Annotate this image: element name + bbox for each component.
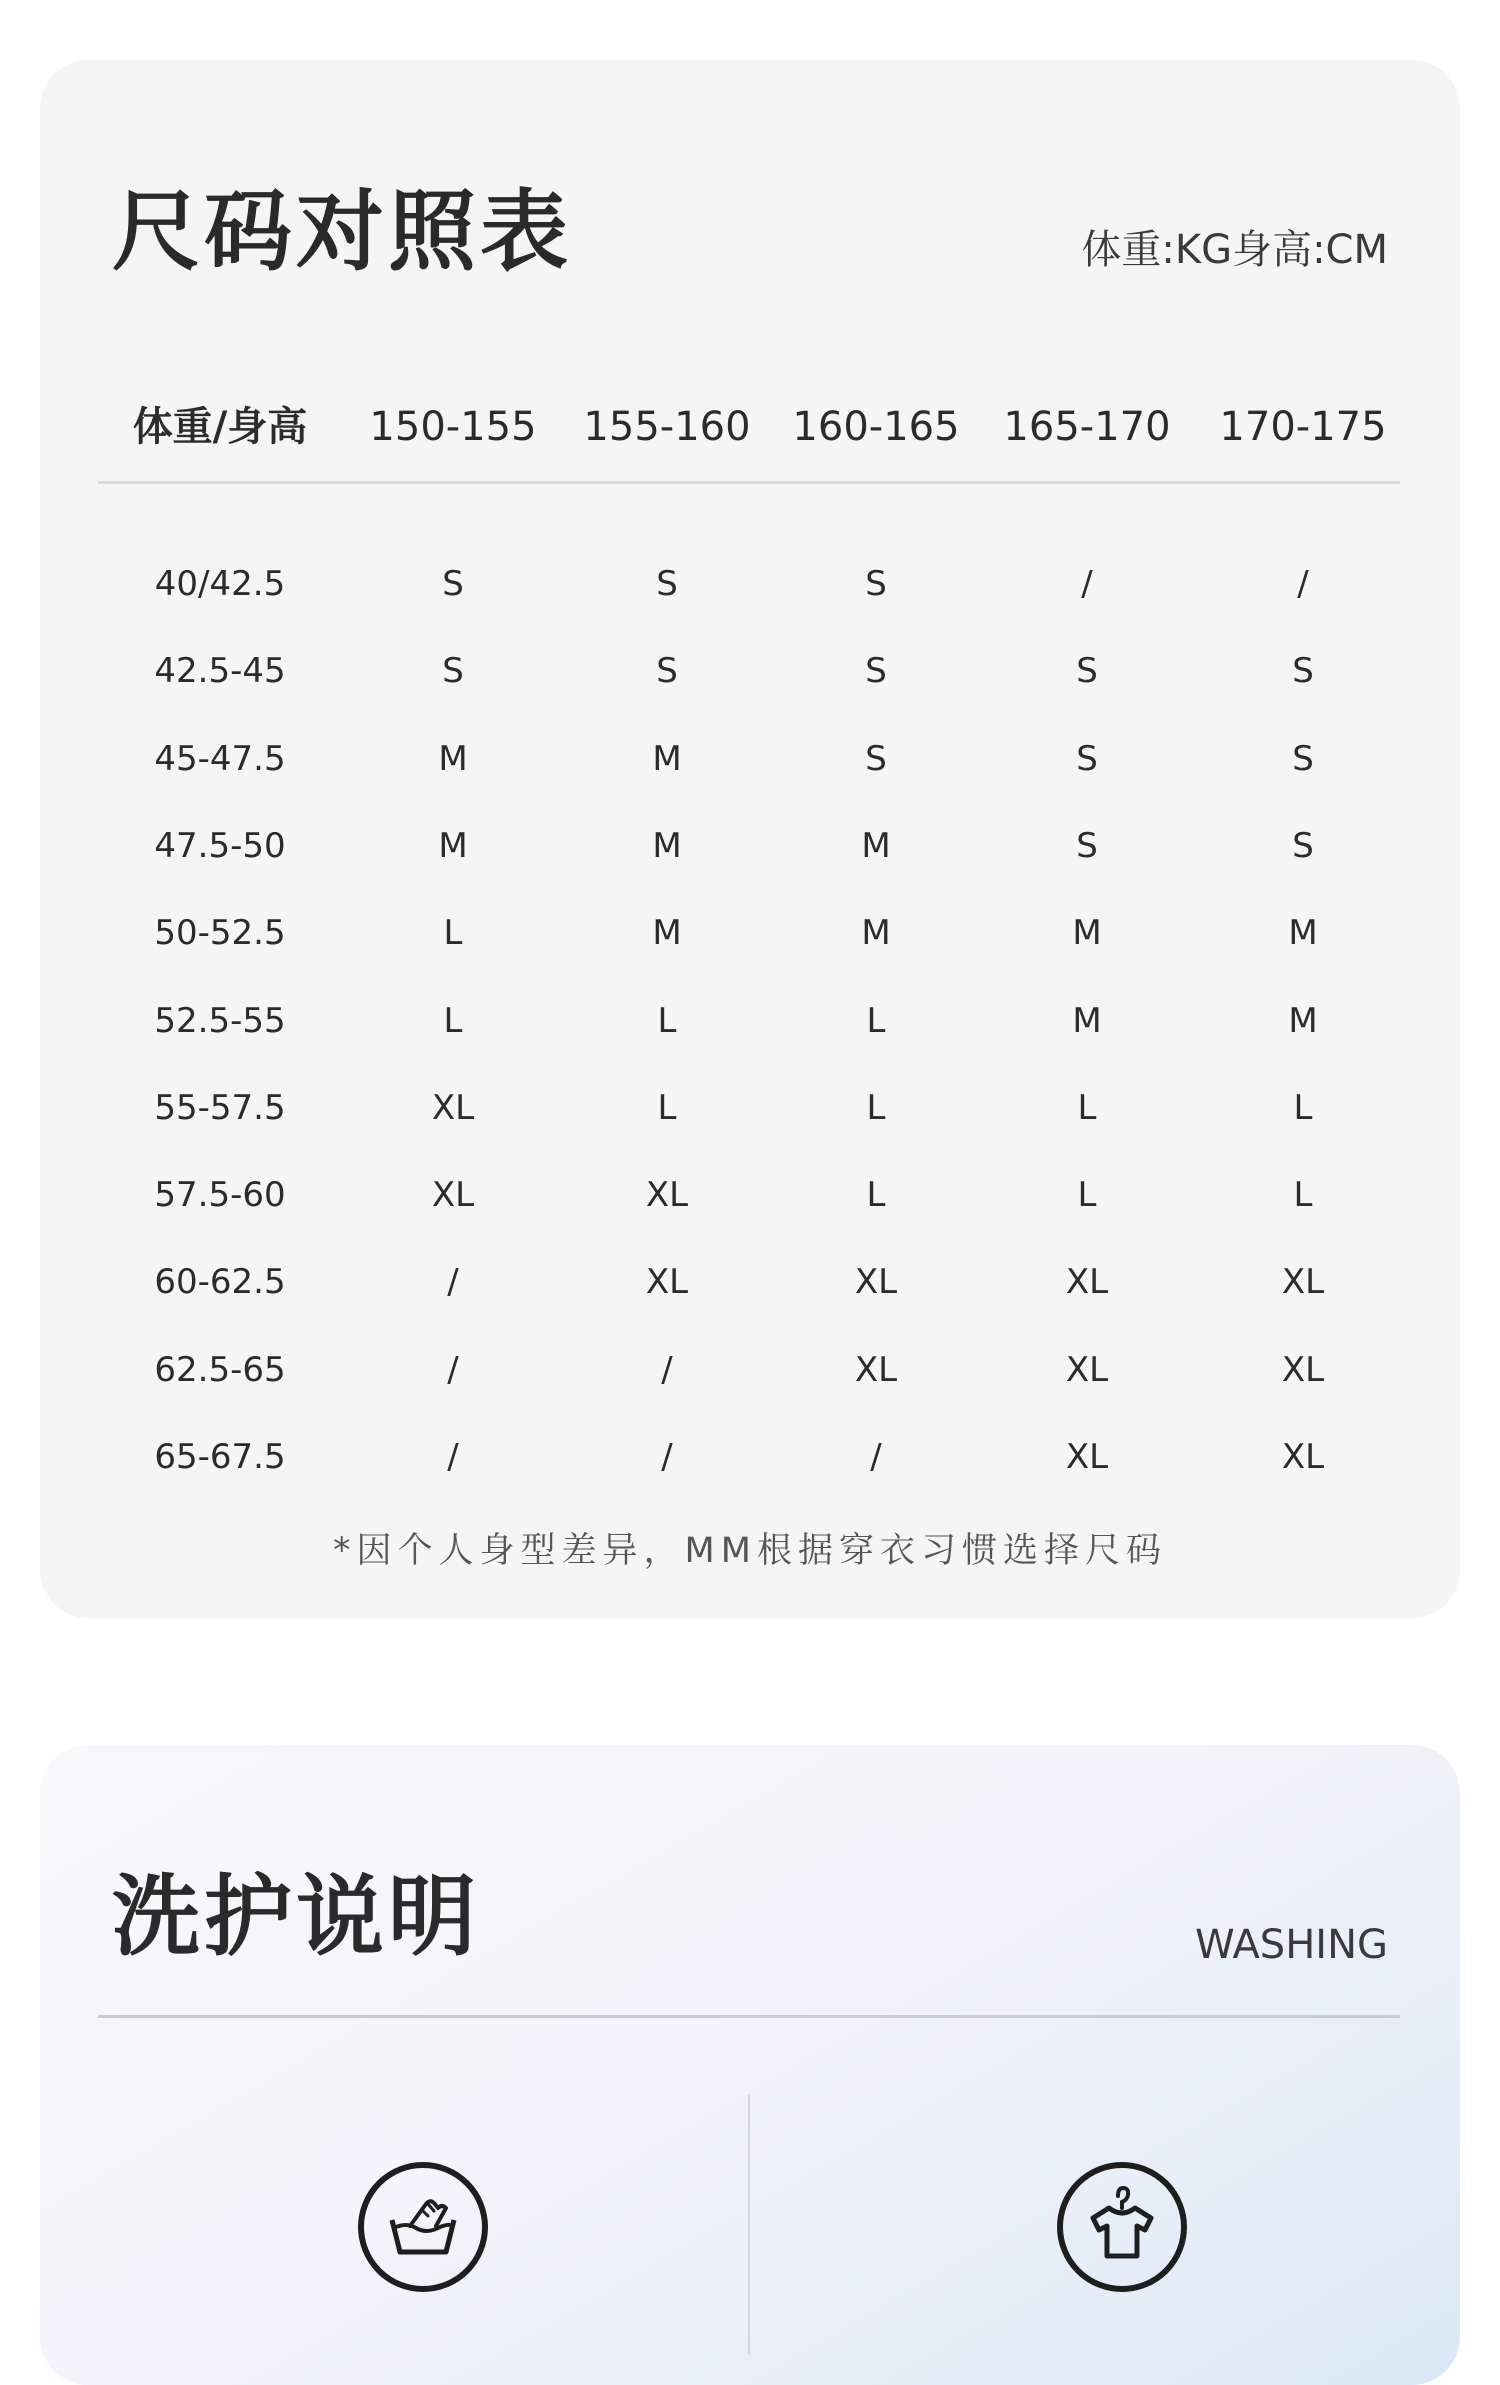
size-cell: S [865,738,887,779]
size-cell: L [1077,1175,1097,1216]
size-cell: S [1292,651,1314,692]
size-cell: / [447,1349,459,1390]
washing-divider [98,2015,1400,2018]
size-cell: XL [854,1349,898,1390]
row-weight-label: 60-62.5 [154,1262,286,1303]
size-cell: L [657,1000,677,1041]
size-cell: XL [431,1087,475,1128]
size-cell: L [866,1175,886,1216]
size-cell: L [1293,1087,1313,1128]
size-cell: M [652,913,682,954]
size-cell: M [1072,1000,1102,1041]
size-cell: / [870,1437,882,1477]
hang-dry-icon [1057,2162,1187,2292]
size-table [40,60,1460,1618]
size-cell: L [443,913,463,954]
size-cell: / [661,1349,673,1390]
washing-subtitle: WASHING [1195,1922,1388,1968]
size-cell: M [438,738,468,779]
size-cell: L [657,1087,677,1128]
size-cell: S [1292,825,1314,866]
size-cell: S [1292,738,1314,779]
size-cell: S [442,651,464,692]
row-weight-label: 57.5-60 [154,1175,286,1216]
size-cell: XL [1281,1349,1325,1390]
row-weight-label: 45-47.5 [154,738,286,779]
size-cell: XL [1281,1437,1325,1477]
size-cell: S [442,564,464,604]
size-cell: M [861,825,891,866]
header-height-5: 170-175 [1219,404,1387,450]
unit-note: 体重:KG身高:CM [1081,227,1388,273]
row-weight-label: 40/42.5 [154,564,286,604]
row-weight-label: 55-57.5 [154,1087,286,1128]
header-height-2: 155-160 [583,404,751,450]
size-cell: S [1076,738,1098,779]
size-cell: L [1293,1175,1313,1216]
size-cell: / [1297,564,1309,604]
size-cell: XL [1065,1437,1109,1477]
size-cell: L [1077,1087,1097,1128]
header-height-4: 165-170 [1003,404,1171,450]
row-weight-label: 42.5-45 [154,651,286,692]
size-cell: L [866,1000,886,1041]
size-cell: / [661,1437,673,1477]
size-chart-title: 尺码对照表 [112,180,573,283]
size-cell: S [865,651,887,692]
row-weight-label: 52.5-55 [154,1000,286,1041]
row-weight-label: 50-52.5 [154,913,286,954]
size-cell: XL [645,1262,689,1303]
size-chart-card [40,60,1460,1618]
row-weight-label: 65-67.5 [154,1437,286,1477]
size-cell: S [1076,651,1098,692]
header-divider [98,481,1400,484]
size-cell: M [861,913,891,954]
size-cell: M [652,738,682,779]
size-cell: / [447,1437,459,1477]
size-cell: M [1072,913,1102,954]
icon-column-divider [748,2095,750,2355]
size-cell: / [447,1262,459,1303]
hand-wash-icon [358,2162,488,2292]
size-cell: S [656,651,678,692]
size-cell: / [1081,564,1093,604]
size-cell: M [1288,1000,1318,1041]
size-footnote: *因个人身型差异，MM根据穿衣习惯选择尺码 [333,1531,1167,1571]
header-height-3: 160-165 [792,404,960,450]
row-weight-label: 62.5-65 [154,1349,286,1390]
size-cell: XL [1065,1349,1109,1390]
size-cell: XL [1065,1262,1109,1303]
size-cell: M [1288,913,1318,954]
size-cell: XL [854,1262,898,1303]
washing-title: 洗护说明 [112,1865,481,1968]
size-cell: L [443,1000,463,1041]
size-cell: M [438,825,468,866]
size-cell: S [1076,825,1098,866]
header-height-1: 150-155 [369,404,537,450]
header-weight-height: 体重/身高 [132,404,308,450]
size-cell: XL [1281,1262,1325,1303]
washing-card [40,1745,1460,2385]
size-cell: S [656,564,678,604]
size-cell: M [652,825,682,866]
size-cell: XL [645,1175,689,1216]
row-weight-label: 47.5-50 [154,825,286,866]
size-cell: L [866,1087,886,1128]
size-cell: S [865,564,887,604]
size-cell: XL [431,1175,475,1216]
